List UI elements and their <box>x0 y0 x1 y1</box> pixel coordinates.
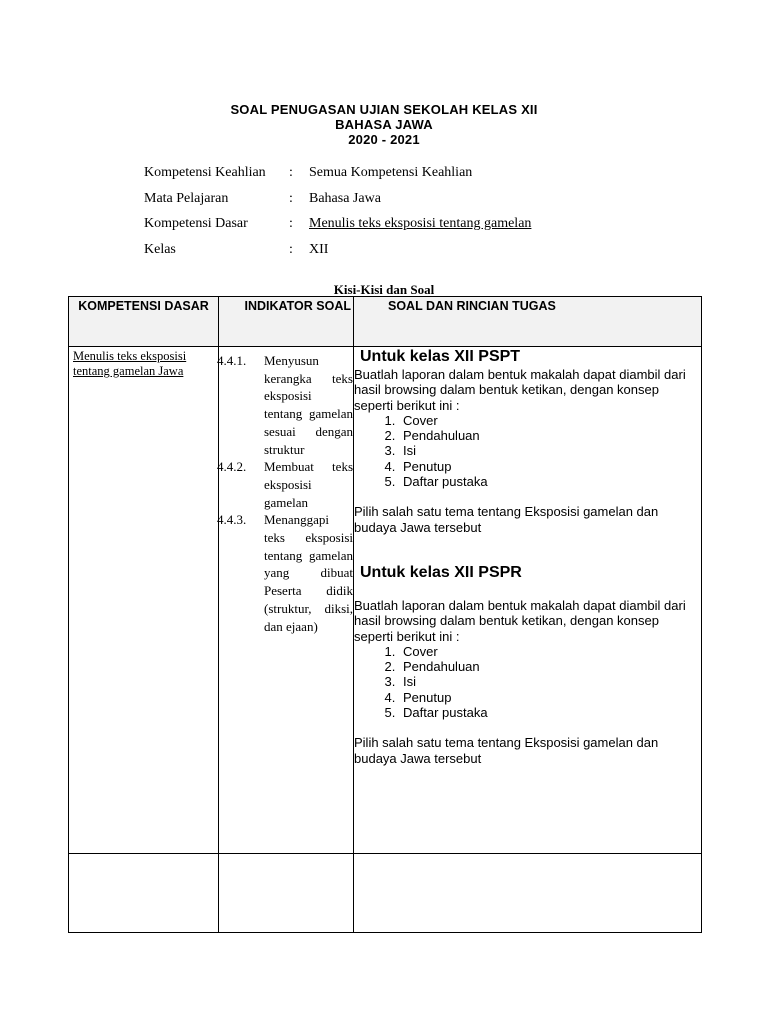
info-colon: : <box>289 165 293 180</box>
doc-subject: BAHASA JAWA <box>335 117 433 132</box>
info-colon: : <box>289 190 293 206</box>
indicator-number: 4.4.2. <box>217 459 247 475</box>
indicator-list <box>219 347 353 635</box>
section-heading: Untuk kelas XII PSPR <box>360 563 522 581</box>
indicator-item <box>219 458 353 511</box>
indicator-number: 4.4.3. <box>217 512 247 528</box>
info-value: Bahasa Jawa <box>309 190 381 206</box>
info-row-kompetensi-keahlian <box>144 165 744 191</box>
info-row-kelas <box>144 242 744 268</box>
table-row <box>69 347 702 854</box>
empty-cell <box>219 854 354 933</box>
list-item: 4. Penutup <box>399 459 701 474</box>
doc-year: 2020 - 2021 <box>348 132 420 147</box>
list-item: 2. Pendahuluan <box>399 659 701 674</box>
indicator-item <box>219 511 353 635</box>
table-caption: Kisi-Kisi dan Soal <box>333 282 435 297</box>
list-item: 5. Daftar pustaka <box>399 705 701 720</box>
table-row-empty <box>69 854 702 933</box>
info-row-kompetensi-dasar <box>144 216 744 242</box>
section-closing: Pilih salah satu tema tentang Eksposisi gamelan dan budaya Jawa tersebut <box>354 504 659 535</box>
info-label: Kompetensi Keahlian <box>144 165 266 180</box>
list-item: 3. Isi <box>399 674 701 689</box>
section-item-list <box>354 413 701 489</box>
kisi-kisi-table <box>68 296 702 933</box>
list-item: 5. Daftar pustaka <box>399 474 701 489</box>
info-label: Mata Pelajaran <box>144 190 229 206</box>
info-label: Kompetensi Dasar <box>144 216 248 231</box>
info-label: Kelas <box>144 241 176 257</box>
list-item: 4. Penutup <box>399 690 701 705</box>
header-kompetensi-dasar: KOMPETENSI DASAR <box>69 297 219 347</box>
indicator-text: Menanggapi teks eksposisi tentang gamelan yang dibuat Peserta didik (struktur, diksi, dan ejaan) <box>264 512 353 634</box>
info-colon: : <box>289 216 293 231</box>
info-block <box>144 165 744 267</box>
info-value: Menulis teks eksposisi tentang gamelan <box>309 216 532 231</box>
list-item: 1. Cover <box>399 413 701 428</box>
empty-cell <box>354 854 702 933</box>
indicator-number: 4.4.1. <box>217 353 247 368</box>
section-item-list <box>354 644 701 720</box>
section-intro: Buatlah laporan dalam bentuk makalah dapat diambil dari hasil browsing dalam bentuk ketikan, dengan konsep seperti berikut ini : <box>354 367 686 413</box>
list-item: 1. Cover <box>399 644 701 659</box>
section-heading: Untuk kelas XII PSPT <box>360 348 521 365</box>
empty-cell <box>69 854 219 933</box>
soal-cell <box>354 347 702 854</box>
header-indikator-soal: INDIKATOR SOAL <box>219 297 354 347</box>
section-closing: Pilih salah satu tema tentang Eksposisi gamelan dan budaya Jawa tersebut <box>354 735 659 766</box>
kd-cell: Menulis teks eksposisi tentang gamelan Jawa <box>69 347 219 854</box>
indicator-item <box>219 352 353 458</box>
list-item: 3. Isi <box>399 443 701 458</box>
table-header-row <box>69 297 702 347</box>
indicator-text: Membuat teks eksposisi gamelan <box>264 459 353 510</box>
list-item: 2. Pendahuluan <box>399 428 701 443</box>
info-row-mata-pelajaran <box>144 191 744 217</box>
indicator-text: Menyusun kerangka teks eksposisi tentang gamelan sesuai dengan struktur <box>264 353 353 457</box>
header-soal-rincian: SOAL DAN RINCIAN TUGAS <box>354 297 702 347</box>
doc-title: SOAL PENUGASAN UJIAN SEKOLAH KELAS XII <box>230 102 538 117</box>
indicator-cell <box>219 347 354 854</box>
info-colon: : <box>289 241 293 257</box>
info-value: Semua Kompetensi Keahlian <box>309 165 473 180</box>
section-intro: Buatlah laporan dalam bentuk makalah dapat diambil dari hasil browsing dalam bentuk ketikan, dengan konsep seperti berikut ini : <box>354 597 686 644</box>
info-value: XII <box>309 241 329 257</box>
